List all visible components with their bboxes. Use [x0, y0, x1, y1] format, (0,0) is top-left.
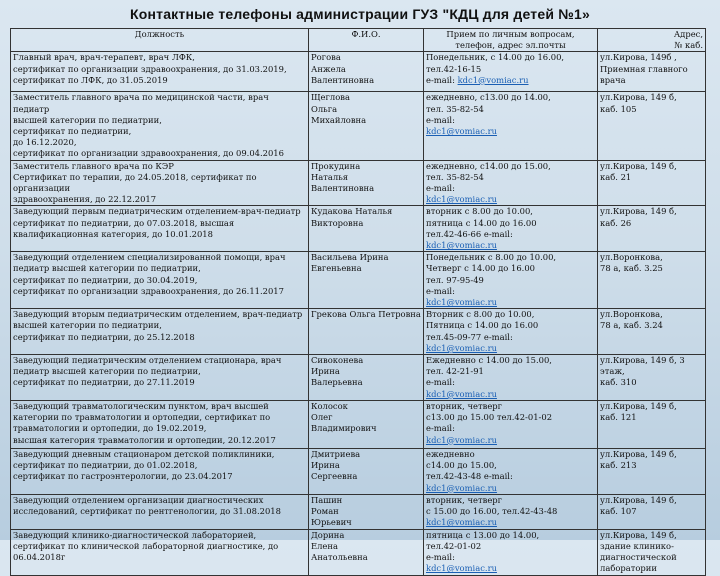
cell-position: Заведующий первым педиатрическим отделением-врач-педиатр сертификат по педиатрии, до 07.03.2018, высшая квалификационная категория, до 10.01.2018: [11, 206, 309, 252]
cell-name: Кудакова Наталья Викторовна: [309, 206, 424, 252]
cell-reception: Ежедневно с 14.00 до 15.00, тел. 42-21-91 e-mail: kdc1@vomiac.ru: [424, 355, 598, 401]
email-link[interactable]: kdc1@vomiac.ru: [426, 240, 497, 251]
table-row: [11, 529, 706, 575]
table-row: [11, 448, 706, 494]
email-link[interactable]: kdc1@vomiac.ru: [457, 74, 529, 85]
cell-position: Заведующий клинико-диагностической лабораторией, сертификат по клинической лабораторной диагностике, до 06.04.2018г: [11, 529, 309, 575]
cell-reception: ежедневно, с14.00 до 15.00, тел. 35-82-54 e-mail: kdc1@vomiac.ru: [424, 160, 598, 206]
cell-address: ул.Кирова, 149 б, каб. 26: [598, 206, 706, 252]
email-link[interactable]: kdc1@vomiac.ru: [426, 194, 497, 205]
cell-reception: Понедельник с 8.00 до 10.00, Четверг с 14.00 до 16.00 тел. 97-95-49 e-mail: kdc1@vomiac.ru: [424, 252, 598, 309]
cell-position: Заведующий дневным стационаром детской поликлиники, сертификат по педиатрии, до 01.02.2018, сертификат по гастроэнтерологии, до 23.04.2017: [11, 448, 309, 494]
cell-position: Заведующий вторым педиатрическим отделением, врач-педиатр высшей категории по педиатрии, сертификат по педиатрии, до 25.12.2018: [11, 309, 309, 355]
table-row: [11, 252, 706, 309]
table-row: [11, 494, 706, 529]
cell-address: ул.Кирова, 149 б, каб. 213: [598, 448, 706, 494]
table-row: [11, 206, 706, 252]
email-link[interactable]: kdc1@vomiac.ru: [426, 388, 497, 399]
cell-position: Заведующий травматологическим пунктом, врач высшей категории по травматологии и ортопедии, сертификат по травматологии и ортопедии, до 19.02.2019, высшая категория травматологии и ортопедии, 20.12.2017: [11, 400, 309, 448]
table-row: [11, 52, 706, 92]
cell-address: ул.Кирова, 149 б, каб. 121: [598, 400, 706, 448]
table-row: [11, 309, 706, 355]
email-link[interactable]: kdc1@vomiac.ru: [426, 126, 497, 137]
cell-name: Рогова Анжела Валентиновна: [309, 52, 424, 92]
header-reception: Прием по личным вопросам, телефон, адрес эл.почты: [424, 29, 598, 52]
cell-address: ул.Кирова, 149б , Приемная главного врача: [598, 52, 706, 92]
header-position: Должность: [11, 29, 309, 52]
cell-name: Грекова Ольга Петровна: [309, 309, 424, 355]
cell-address: ул.Кирова, 149 б, здание клинико- диагностической лаборатории: [598, 529, 706, 575]
table-row: [11, 400, 706, 448]
email-link[interactable]: kdc1@vomiac.ru: [426, 482, 497, 493]
cell-reception: пятница с 13.00 до 14.00, тел.42-01-02 e-mail: kdc1@vomiac.ru: [424, 529, 598, 575]
table-row: [11, 160, 706, 206]
cell-position: Заместитель главного врача по медицинской части, врач педиатр высшей категории по педиатрии, сертификат по педиатрии, до 16.12.2020, сертификат по организации здравоохранения, до 09.04.2016: [11, 92, 309, 160]
cell-name: Сивоконева Ирина Валерьевна: [309, 355, 424, 401]
cell-name: Прокудина Наталья Валентиновна: [309, 160, 424, 206]
cell-position: Заведующий отделением специализированной помощи, врач педиатр высшей категории по педиатрии, сертификат по педиатрии, до 30.04.2019, сертификат по организации здравоохранения, до 26.11.2017: [11, 252, 309, 309]
cell-reception: вторник, четверг с13.00 до 15.00 тел.42-01-02 e-mail: kdc1@vomiac.ru: [424, 400, 598, 448]
table-row: [11, 355, 706, 401]
email-link[interactable]: kdc1@vomiac.ru: [426, 342, 497, 353]
cell-name: Дорина Елена Анатольевна: [309, 529, 424, 575]
table-row: [11, 92, 706, 160]
contacts-table: [10, 28, 706, 576]
cell-position: Главный врач, врач-терапевт, врач ЛФК, сертификат по организации здравоохранения, до 31.03.2019, сертификат по ЛФК, до 31.05.2019: [11, 52, 309, 92]
cell-address: ул.Кирова, 149 б, каб. 105: [598, 92, 706, 160]
email-link[interactable]: kdc1@vomiac.ru: [426, 434, 497, 445]
cell-name: Колосок Олег Владимирович: [309, 400, 424, 448]
cell-name: Дмитриева Ирина Сергеевна: [309, 448, 424, 494]
cell-address: ул.Воронкова, 78 а, каб. 3.25: [598, 252, 706, 309]
email-link[interactable]: kdc1@vomiac.ru: [426, 517, 497, 528]
cell-reception: ежедневно, с13.00 до 14.00, тел. 35-82-54 e-mail: kdc1@vomiac.ru: [424, 92, 598, 160]
cell-reception: вторник, четверг с 15.00 до 16.00, тел.42-43-48 kdc1@vomiac.ru: [424, 494, 598, 529]
cell-position: Заведующий отделением организации диагностических исследований, сертификат по рентгенологии, до 31.08.2018: [11, 494, 309, 529]
cell-address: ул.Кирова, 149 б, каб. 107: [598, 494, 706, 529]
cell-name: Васильева Ирина Евгеньевна: [309, 252, 424, 309]
cell-position: Заведующий педиатрическим отделением стационара, врач педиатр высшей категории по педиатрии, сертификат по педиатрии, до 27.11.2019: [11, 355, 309, 401]
table-header-row: [11, 29, 706, 52]
cell-name: Пашин Роман Юрьевич: [309, 494, 424, 529]
page-title: Контактные телефоны администрации ГУЗ "КДЦ для детей №1»: [129, 6, 590, 22]
header-name: Ф.И.О.: [309, 29, 424, 52]
cell-reception: вторник с 8.00 до 10.00, пятница с 14.00 до 16.00 тел.42-46-66 e-mail: kdc1@vomiac.ru: [424, 206, 598, 252]
cell-address: ул.Воронкова, 78 а, каб. 3.24: [598, 309, 706, 355]
cell-address: ул.Кирова, 149 б, 3 этаж, каб. 310: [598, 355, 706, 401]
cell-reception: Вторник с 8.00 до 10.00, Пятница с 14.00 до 16.00 тел.45-09-77 e-mail: kdc1@vomiac.ru: [424, 309, 598, 355]
cell-position: Заместитель главного врача по КЭР Сертификат по терапии, до 24.05.2018, сертификат по организации здравоохранения, до 22.12.2017: [11, 160, 309, 206]
header-address: Адрес, № каб.: [598, 29, 706, 52]
cell-name: Щеглова Ольга Михайловна: [309, 92, 424, 160]
cell-reception: Понедельник, с 14.00 до 16.00, тел.42-16-15 e-mail: kdc1@vomiac.ru: [424, 52, 598, 92]
cell-reception: ежедневно с14.00 до 15.00, тел.42-43-48 e-mail: kdc1@vomiac.ru: [424, 448, 598, 494]
cell-address: ул.Кирова, 149 б, каб. 21: [598, 160, 706, 206]
email-link[interactable]: kdc1@vomiac.ru: [426, 563, 497, 574]
email-link[interactable]: kdc1@vomiac.ru: [426, 297, 497, 308]
